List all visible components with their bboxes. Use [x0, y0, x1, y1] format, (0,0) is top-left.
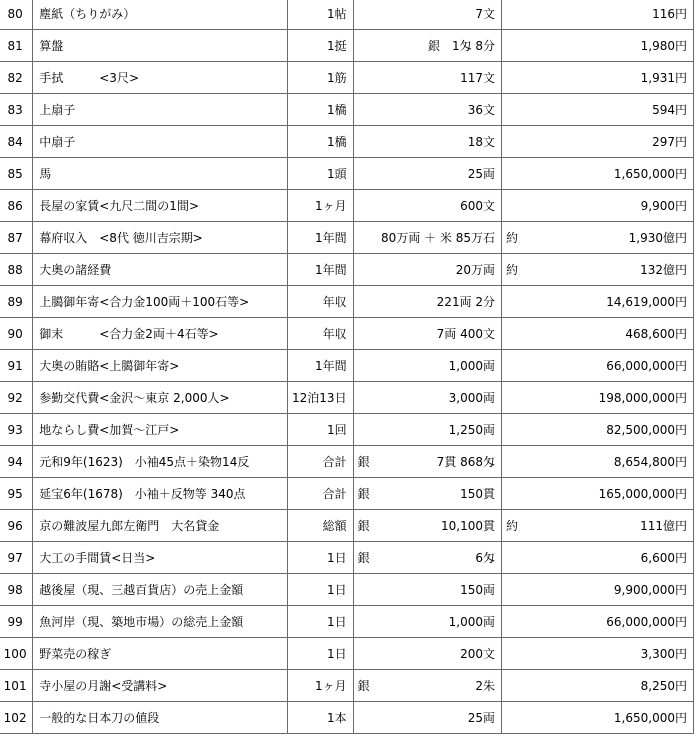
row-number: 93 [0, 414, 33, 446]
yen-equivalent: 297円 [502, 126, 694, 158]
item-name: 上扇子 [33, 94, 288, 126]
yen-equivalent: 468,600円 [502, 318, 694, 350]
row-number: 90 [0, 318, 33, 350]
yen-equivalent-prefix: 約 [506, 231, 519, 245]
unit-cell: 1橋 [288, 94, 354, 126]
item-name: 京の難波屋九郎左衛門 大名貸金 [33, 510, 288, 542]
row-number: 97 [0, 542, 33, 574]
unit-cell: 1挺 [288, 30, 354, 62]
yen-equivalent: 9,900,000円 [502, 574, 694, 606]
edo-price: 20万両 [353, 254, 501, 286]
table-row [0, 158, 694, 190]
yen-equivalent: 1,650,000円 [502, 702, 694, 734]
row-number: 91 [0, 350, 33, 382]
edo-price: 600文 [353, 190, 501, 222]
edo-price: 1,000両 [353, 350, 501, 382]
item-name: 寺小屋の月謝<受講料> [33, 670, 288, 702]
table-row [0, 62, 694, 94]
edo-price: 7文 [353, 0, 501, 30]
table-row [0, 478, 694, 510]
yen-equivalent: 8,654,800円 [502, 446, 694, 478]
edo-price-prefix: 銀 [357, 487, 370, 501]
edo-price: 200文 [353, 638, 501, 670]
table-row [0, 606, 694, 638]
edo-price: 銀 1匁 8分 [353, 30, 501, 62]
yen-equivalent: 14,619,000円 [502, 286, 694, 318]
yen-equivalent: 66,000,000円 [502, 350, 694, 382]
table-row [0, 318, 694, 350]
yen-equivalent: 82,500,000円 [502, 414, 694, 446]
row-number: 94 [0, 446, 33, 478]
unit-cell: 合計 [288, 478, 354, 510]
yen-equivalent: 594円 [502, 94, 694, 126]
edo-price-value: 6匁 [475, 551, 496, 565]
unit-cell: 12泊13日 [288, 382, 354, 414]
edo-price-value: 7貫 868匁 [436, 455, 496, 469]
table-row [0, 542, 694, 574]
yen-equivalent-value: 132億円 [640, 263, 687, 277]
row-number: 85 [0, 158, 33, 190]
item-name: 幕府収入 <8代 徳川吉宗期> [33, 222, 288, 254]
unit-cell: 1頭 [288, 158, 354, 190]
yen-equivalent: 6,600円 [502, 542, 694, 574]
yen-equivalent [502, 222, 694, 254]
edo-price [353, 478, 501, 510]
yen-equivalent: 66,000,000円 [502, 606, 694, 638]
yen-equivalent: 116円 [502, 0, 694, 30]
row-number: 86 [0, 190, 33, 222]
table-row [0, 670, 694, 702]
edo-price: 25両 [353, 158, 501, 190]
item-name: 地ならし費<加賀～江戸> [33, 414, 288, 446]
table-row [0, 702, 694, 734]
yen-equivalent-prefix: 約 [506, 519, 519, 533]
edo-price-prefix: 銀 [357, 519, 370, 533]
item-name: 大奥の賄賂<上臈御年寄> [33, 350, 288, 382]
yen-equivalent-prefix: 約 [506, 263, 519, 277]
unit-cell: 1ヶ月 [288, 190, 354, 222]
unit-cell: 1年間 [288, 254, 354, 286]
unit-cell: 1橋 [288, 126, 354, 158]
unit-cell: 1回 [288, 414, 354, 446]
item-name: 御末 <合力金2両＋4石等> [33, 318, 288, 350]
item-name: 大工の手間賃<日当> [33, 542, 288, 574]
item-name: 算盤 [33, 30, 288, 62]
yen-equivalent: 198,000,000円 [502, 382, 694, 414]
edo-price-prefix: 銀 [357, 551, 370, 565]
unit-cell: 総額 [288, 510, 354, 542]
table-row [0, 30, 694, 62]
row-number: 84 [0, 126, 33, 158]
edo-price-value: 2朱 [475, 679, 496, 693]
edo-price: 25両 [353, 702, 501, 734]
edo-price [353, 446, 501, 478]
yen-equivalent: 9,900円 [502, 190, 694, 222]
unit-cell: 1帖 [288, 0, 354, 30]
item-name: 元和9年(1623) 小袖45点＋染物14反 [33, 446, 288, 478]
edo-price: 1,000両 [353, 606, 501, 638]
item-name: 越後屋（現、三越百貨店）の売上金額 [33, 574, 288, 606]
row-number: 96 [0, 510, 33, 542]
table-row [0, 286, 694, 318]
table-row [0, 94, 694, 126]
item-name: 延宝6年(1678) 小袖＋反物等 340点 [33, 478, 288, 510]
unit-cell: 合計 [288, 446, 354, 478]
edo-price: 150両 [353, 574, 501, 606]
yen-equivalent: 165,000,000円 [502, 478, 694, 510]
yen-equivalent: 8,250円 [502, 670, 694, 702]
yen-equivalent: 3,300円 [502, 638, 694, 670]
row-number: 92 [0, 382, 33, 414]
unit-cell: 年収 [288, 318, 354, 350]
table-row [0, 638, 694, 670]
edo-price: 80万両 ＋ 米 85万石 [353, 222, 501, 254]
table-row [0, 0, 694, 30]
edo-price [353, 510, 501, 542]
row-number: 99 [0, 606, 33, 638]
unit-cell: 1年間 [288, 350, 354, 382]
edo-price-prefix: 銀 [357, 679, 370, 693]
item-name: 大奥の諸経費 [33, 254, 288, 286]
yen-equivalent-value: 1,930億円 [628, 231, 687, 245]
table-row [0, 446, 694, 478]
item-name: 野菜売の稼ぎ [33, 638, 288, 670]
yen-equivalent: 1,650,000円 [502, 158, 694, 190]
edo-price: 1,250両 [353, 414, 501, 446]
row-number: 100 [0, 638, 33, 670]
edo-price [353, 542, 501, 574]
edo-price-value: 10,100貫 [441, 519, 496, 533]
yen-equivalent: 1,931円 [502, 62, 694, 94]
row-number: 89 [0, 286, 33, 318]
edo-price: 3,000両 [353, 382, 501, 414]
item-name: 長屋の家賃<九尺二間の1間> [33, 190, 288, 222]
edo-price: 36文 [353, 94, 501, 126]
item-name: 手拭 <3尺> [33, 62, 288, 94]
unit-cell: 1本 [288, 702, 354, 734]
edo-price: 221両 2分 [353, 286, 501, 318]
unit-cell: 1筋 [288, 62, 354, 94]
row-number: 83 [0, 94, 33, 126]
row-number: 80 [0, 0, 33, 30]
edo-price-prefix: 銀 [357, 455, 370, 469]
table-row [0, 382, 694, 414]
item-name: 馬 [33, 158, 288, 190]
table-row [0, 190, 694, 222]
table-row [0, 126, 694, 158]
edo-price: 117文 [353, 62, 501, 94]
item-name: 一般的な日本刀の値段 [33, 702, 288, 734]
row-number: 82 [0, 62, 33, 94]
item-name: 魚河岸（現、築地市場）の総売上金額 [33, 606, 288, 638]
table-row [0, 222, 694, 254]
yen-equivalent-value: 111億円 [640, 519, 687, 533]
row-number: 102 [0, 702, 33, 734]
yen-equivalent: 1,980円 [502, 30, 694, 62]
row-number: 81 [0, 30, 33, 62]
item-name: 上臈御年寄<合力金100両＋100石等> [33, 286, 288, 318]
yen-equivalent [502, 510, 694, 542]
table-row [0, 414, 694, 446]
unit-cell: 1日 [288, 542, 354, 574]
item-name: 中扇子 [33, 126, 288, 158]
row-number: 98 [0, 574, 33, 606]
table-row [0, 510, 694, 542]
row-number: 95 [0, 478, 33, 510]
table-row [0, 574, 694, 606]
table-row [0, 254, 694, 286]
unit-cell: 1日 [288, 638, 354, 670]
item-name: 塵紙（ちりがみ） [33, 0, 288, 30]
edo-price: 18文 [353, 126, 501, 158]
row-number: 87 [0, 222, 33, 254]
row-number: 101 [0, 670, 33, 702]
table-row [0, 350, 694, 382]
yen-equivalent [502, 254, 694, 286]
unit-cell: 1日 [288, 606, 354, 638]
row-number: 88 [0, 254, 33, 286]
unit-cell: 年収 [288, 286, 354, 318]
unit-cell: 1ヶ月 [288, 670, 354, 702]
edo-price: 7両 400文 [353, 318, 501, 350]
item-name: 参勤交代費<金沢～東京 2,000人> [33, 382, 288, 414]
unit-cell: 1年間 [288, 222, 354, 254]
edo-price [353, 670, 501, 702]
edo-price-value: 150貫 [460, 487, 496, 501]
unit-cell: 1日 [288, 574, 354, 606]
